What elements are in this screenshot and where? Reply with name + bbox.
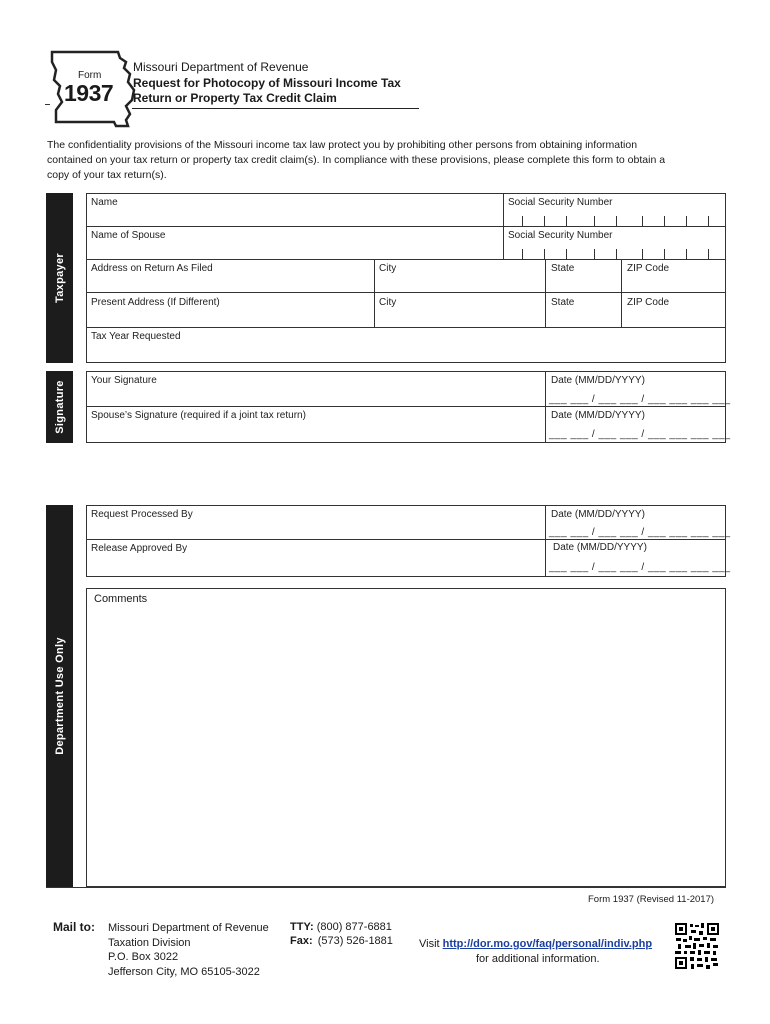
form-number: 1937 bbox=[64, 80, 114, 106]
date-blank: ___ ___ / ___ ___ / ___ ___ ___ ___ bbox=[549, 394, 731, 405]
present-address-field[interactable]: Present Address (If Different) bbox=[86, 292, 375, 328]
footer-rule bbox=[46, 887, 726, 888]
processed-date-field[interactable]: Date (MM/DD/YYYY) ___ ___ / ___ ___ / ___ ___ ___ ___ bbox=[545, 505, 726, 540]
address-line: Taxation Division bbox=[108, 936, 191, 949]
ssn-field[interactable]: Social Security Number bbox=[503, 193, 726, 227]
signature-date-field[interactable]: Date (MM/DD/YYYY) ___ ___ / ___ ___ / ___ ___ ___ ___ bbox=[545, 371, 726, 407]
form-title-line1: Request for Photocopy of Missouri Income Tax bbox=[133, 76, 401, 90]
signature-section-label: Signature bbox=[46, 371, 73, 443]
visit-text: Visit bbox=[419, 938, 443, 950]
fax-line bbox=[290, 935, 393, 947]
faq-link[interactable]: http://dor.mo.gov/faq/personal/indiv.php bbox=[442, 938, 653, 950]
mail-address bbox=[108, 921, 269, 979]
mail-to-label: Mail to: bbox=[53, 920, 95, 934]
address-line: Jefferson City, MO 65105-3022 bbox=[108, 965, 260, 978]
intro-line: The confidentiality provisions of the Missouri income tax law protect you by prohibiting other persons from obtaining information bbox=[47, 139, 638, 151]
form-title-line2: Return or Property Tax Credit Claim bbox=[133, 91, 337, 105]
name-field[interactable]: Name bbox=[86, 193, 504, 227]
date-blank: ___ ___ / ___ ___ / ___ ___ ___ ___ bbox=[549, 527, 731, 538]
date-blank: ___ ___ / ___ ___ / ___ ___ ___ ___ bbox=[549, 429, 731, 440]
agency-name: Missouri Department of Revenue bbox=[133, 60, 309, 74]
comments-box[interactable]: Comments bbox=[86, 588, 726, 887]
approved-date-field[interactable]: Date (MM/DD/YYYY) ___ ___ / ___ ___ / ___ ___ ___ ___ bbox=[545, 539, 726, 577]
spouse-signature-field[interactable]: Spouse’s Signature (required if a joint tax return) bbox=[86, 406, 546, 443]
address-filed-field[interactable]: Address on Return As Filed bbox=[86, 259, 375, 293]
city2-field[interactable]: City bbox=[374, 292, 546, 328]
your-signature-field[interactable]: Your Signature bbox=[86, 371, 546, 407]
ssn-digit-ticks bbox=[522, 216, 722, 226]
form-revision: Form 1937 (Revised 11-2017) bbox=[588, 894, 715, 905]
fax-number: (573) 526-1881 bbox=[317, 935, 393, 947]
state-field[interactable]: State bbox=[545, 259, 622, 293]
address-line: P.O. Box 3022 bbox=[108, 951, 179, 963]
zip-field[interactable]: ZIP Code bbox=[621, 259, 726, 293]
department-section-label: Department Use Only bbox=[46, 505, 73, 887]
tty-label: TTY: bbox=[290, 921, 314, 933]
tty-number: (800) 877-6881 bbox=[316, 921, 392, 933]
visit-line bbox=[419, 938, 652, 950]
tty-line bbox=[290, 921, 392, 933]
approved-by-field[interactable]: Release Approved By bbox=[86, 539, 546, 577]
qr-code[interactable] bbox=[675, 923, 719, 969]
fax-label: Fax: bbox=[290, 935, 313, 947]
spouse-ssn-digit-ticks bbox=[522, 249, 722, 259]
intro-paragraph bbox=[47, 138, 727, 183]
date-blank: ___ ___ / ___ ___ / ___ ___ ___ ___ bbox=[549, 562, 731, 573]
logo-dash bbox=[45, 104, 50, 105]
address-line: Missouri Department of Revenue bbox=[108, 922, 269, 934]
processed-by-field[interactable]: Request Processed By bbox=[86, 505, 546, 540]
state2-field[interactable]: State bbox=[545, 292, 622, 328]
city-field[interactable]: City bbox=[374, 259, 546, 293]
spouse-signature-date-field[interactable]: Date (MM/DD/YYYY) ___ ___ / ___ ___ / ___ ___ ___ ___ bbox=[545, 406, 726, 443]
spouse-name-field[interactable]: Name of Spouse bbox=[86, 226, 504, 260]
qr-code-icon bbox=[675, 923, 719, 969]
intro-line: contained on your tax return or property tax credit claim(s). In compliance with these provisions, please complete this form to obtain a bbox=[47, 154, 666, 166]
intro-line: copy of your tax return(s). bbox=[47, 169, 167, 181]
taxpayer-section-label: Taxpayer bbox=[46, 193, 73, 363]
spouse-ssn-field[interactable]: Social Security Number bbox=[503, 226, 726, 260]
form-word: Form bbox=[78, 70, 102, 81]
tax-year-field[interactable]: Tax Year Requested bbox=[86, 327, 726, 363]
zip2-field[interactable]: ZIP Code bbox=[621, 292, 726, 328]
for-info-text: for additional information. bbox=[476, 953, 600, 965]
title-underline bbox=[132, 108, 419, 109]
